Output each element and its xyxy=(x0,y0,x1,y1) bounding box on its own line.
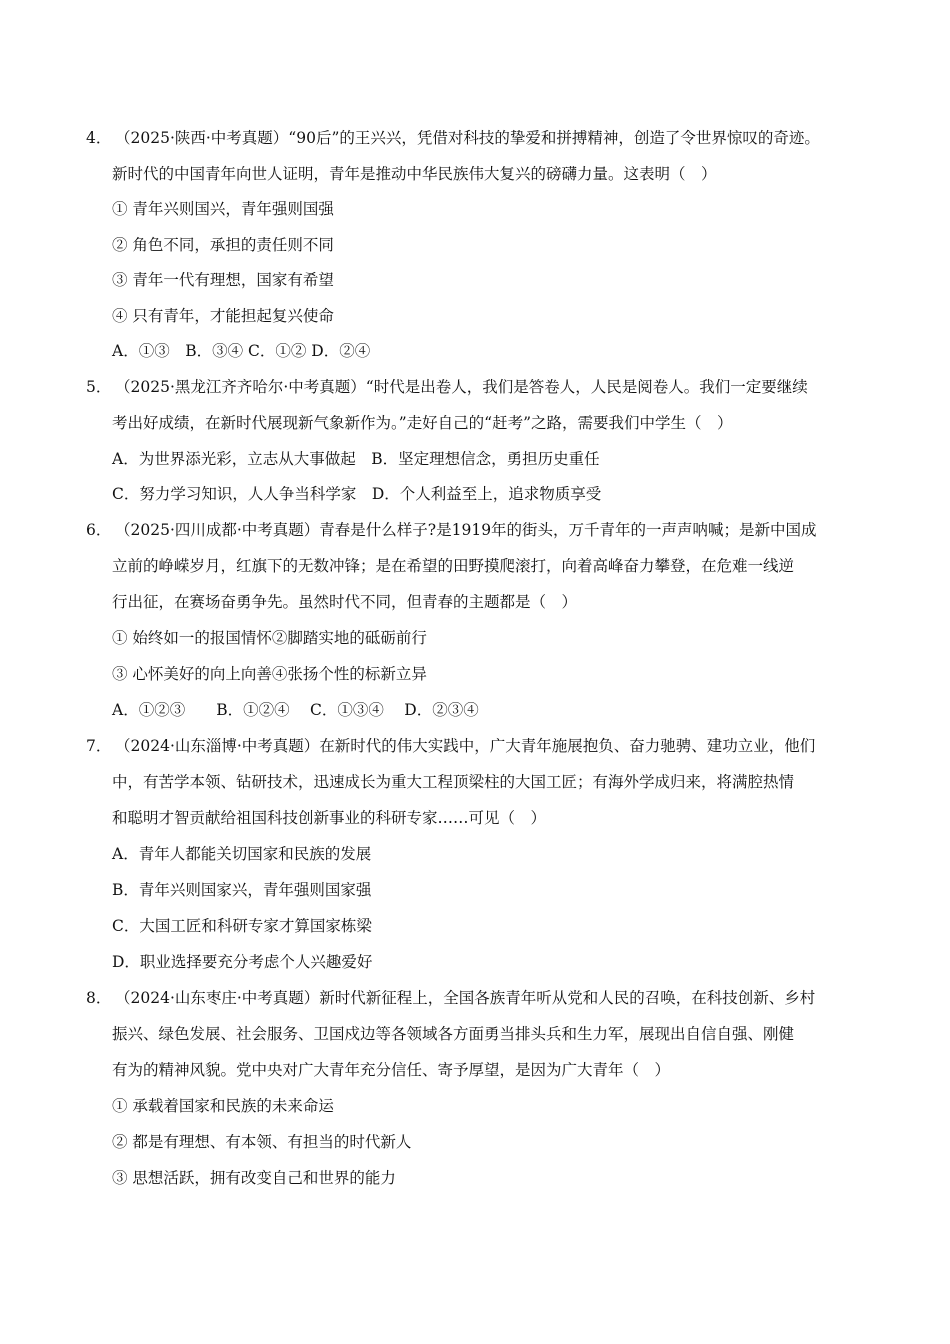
question-7-stem-line-1: （2024·山东淄博·中考真题）在新时代的伟大实践中，广大青年施展抱负、奋力驰骋、建功立业，他们 xyxy=(115,737,816,755)
question-7-number: 7． xyxy=(86,737,112,755)
question-5-options-line-1: A．为世界添光彩，立志从大事做起 B．坚定理想信念，勇担历史重任 xyxy=(112,450,600,468)
question-7-stem-line-2: 中，有苦学本领、钻研技术，迅速成长为重大工程顶梁柱的大国工匠；有海外学成归来，将满腔热情 xyxy=(112,773,795,791)
question-7-stem-line-3: 和聪明才智贡献给祖国科技创新事业的科研专家……可见（ ） xyxy=(112,809,547,827)
question-6-stem-line-2: 立前的峥嵘岁月，红旗下的无数冲锋；是在希望的田野摸爬滚打，向着高峰奋力攀登，在危难一线逆 xyxy=(112,557,795,575)
question-5-stem-line-2: 考出好成绩，在新时代展现新气象新作为。”走好自己的“赶考”之路，需要我们中学生（ ） xyxy=(112,414,733,432)
question-5-number: 5． xyxy=(86,378,112,396)
question-8-item-3: ③ 思想活跃，拥有改变自己和世界的能力 xyxy=(112,1169,396,1187)
question-7-option-c: C．大国工匠和科研专家才算国家栋梁 xyxy=(112,917,372,935)
question-5-stem-line-1: （2025·黑龙江齐齐哈尔·中考真题）“时代是出卷人，我们是答卷人，人民是阅卷人。我们一定要继续 xyxy=(115,378,808,396)
question-6-options: A．①②③ B．①②④ C．①③④ D．②③④ xyxy=(112,701,479,719)
question-8-item-2: ② 都是有理想、有本领、有担当的时代新人 xyxy=(112,1133,412,1151)
question-7-option-a: A．青年人都能关切国家和民族的发展 xyxy=(112,845,372,863)
question-4-item-2: ② 角色不同，承担的责任则不同 xyxy=(112,236,334,254)
question-7-option-d: D．职业选择要充分考虑个人兴趣爱好 xyxy=(112,953,373,971)
question-4-item-3: ③ 青年一代有理想，国家有希望 xyxy=(112,271,334,289)
question-6-stem-line-3: 行出征，在赛场奋勇争先。虽然时代不同，但青春的主题都是（ ） xyxy=(112,593,578,611)
question-8-stem-line-3: 有为的精神风貌。党中央对广大青年充分信任、寄予厚望，是因为广大青年（ ） xyxy=(112,1061,671,1079)
question-7-option-b: B．青年兴则国家兴，青年强则国家强 xyxy=(112,881,372,899)
question-4-number: 4． xyxy=(86,129,112,147)
question-4-stem-line-1: （2025·陕西·中考真题）“90后”的王兴兴，凭借对科技的挚爱和拼搏精神，创造了令世界惊叹的奇迹。 xyxy=(115,129,820,147)
question-8-number: 8． xyxy=(86,989,112,1007)
question-4-stem-line-2: 新时代的中国青年向世人证明，青年是推动中华民族伟大复兴的磅礴力量。这表明（ ） xyxy=(112,165,717,183)
question-6-number: 6． xyxy=(86,521,112,539)
question-8-stem-line-1: （2024·山东枣庄·中考真题）新时代新征程上，全国各族青年听从党和人民的召唤，在科技创新、乡村 xyxy=(115,989,816,1007)
question-8-item-1: ① 承载着国家和民族的未来命运 xyxy=(112,1097,334,1115)
question-4-item-1: ① 青年兴则国兴，青年强则国强 xyxy=(112,200,334,218)
question-4-options: A．①③ B．③④ C．①② D．②④ xyxy=(112,342,371,360)
question-6-item-1: ① 始终如一的报国情怀②脚踏实地的砥砺前行 xyxy=(112,629,427,647)
question-8-stem-line-2: 振兴、绿色发展、社会服务、卫国戍边等各领域各方面勇当排头兵和生力军，展现出自信自强、刚健 xyxy=(112,1025,795,1043)
question-4-item-4: ④ 只有青年，才能担起复兴使命 xyxy=(112,307,334,325)
question-6-stem-line-1: （2025·四川成都·中考真题）青春是什么样子?是1919年的街头，万千青年的一声声呐喊；是新中国成 xyxy=(115,521,817,539)
question-6-item-2: ③ 心怀美好的向上向善④张扬个性的标新立异 xyxy=(112,665,427,683)
question-5-options-line-2: C．努力学习知识，人人争当科学家 D．个人利益至上，追求物质享受 xyxy=(112,485,602,503)
